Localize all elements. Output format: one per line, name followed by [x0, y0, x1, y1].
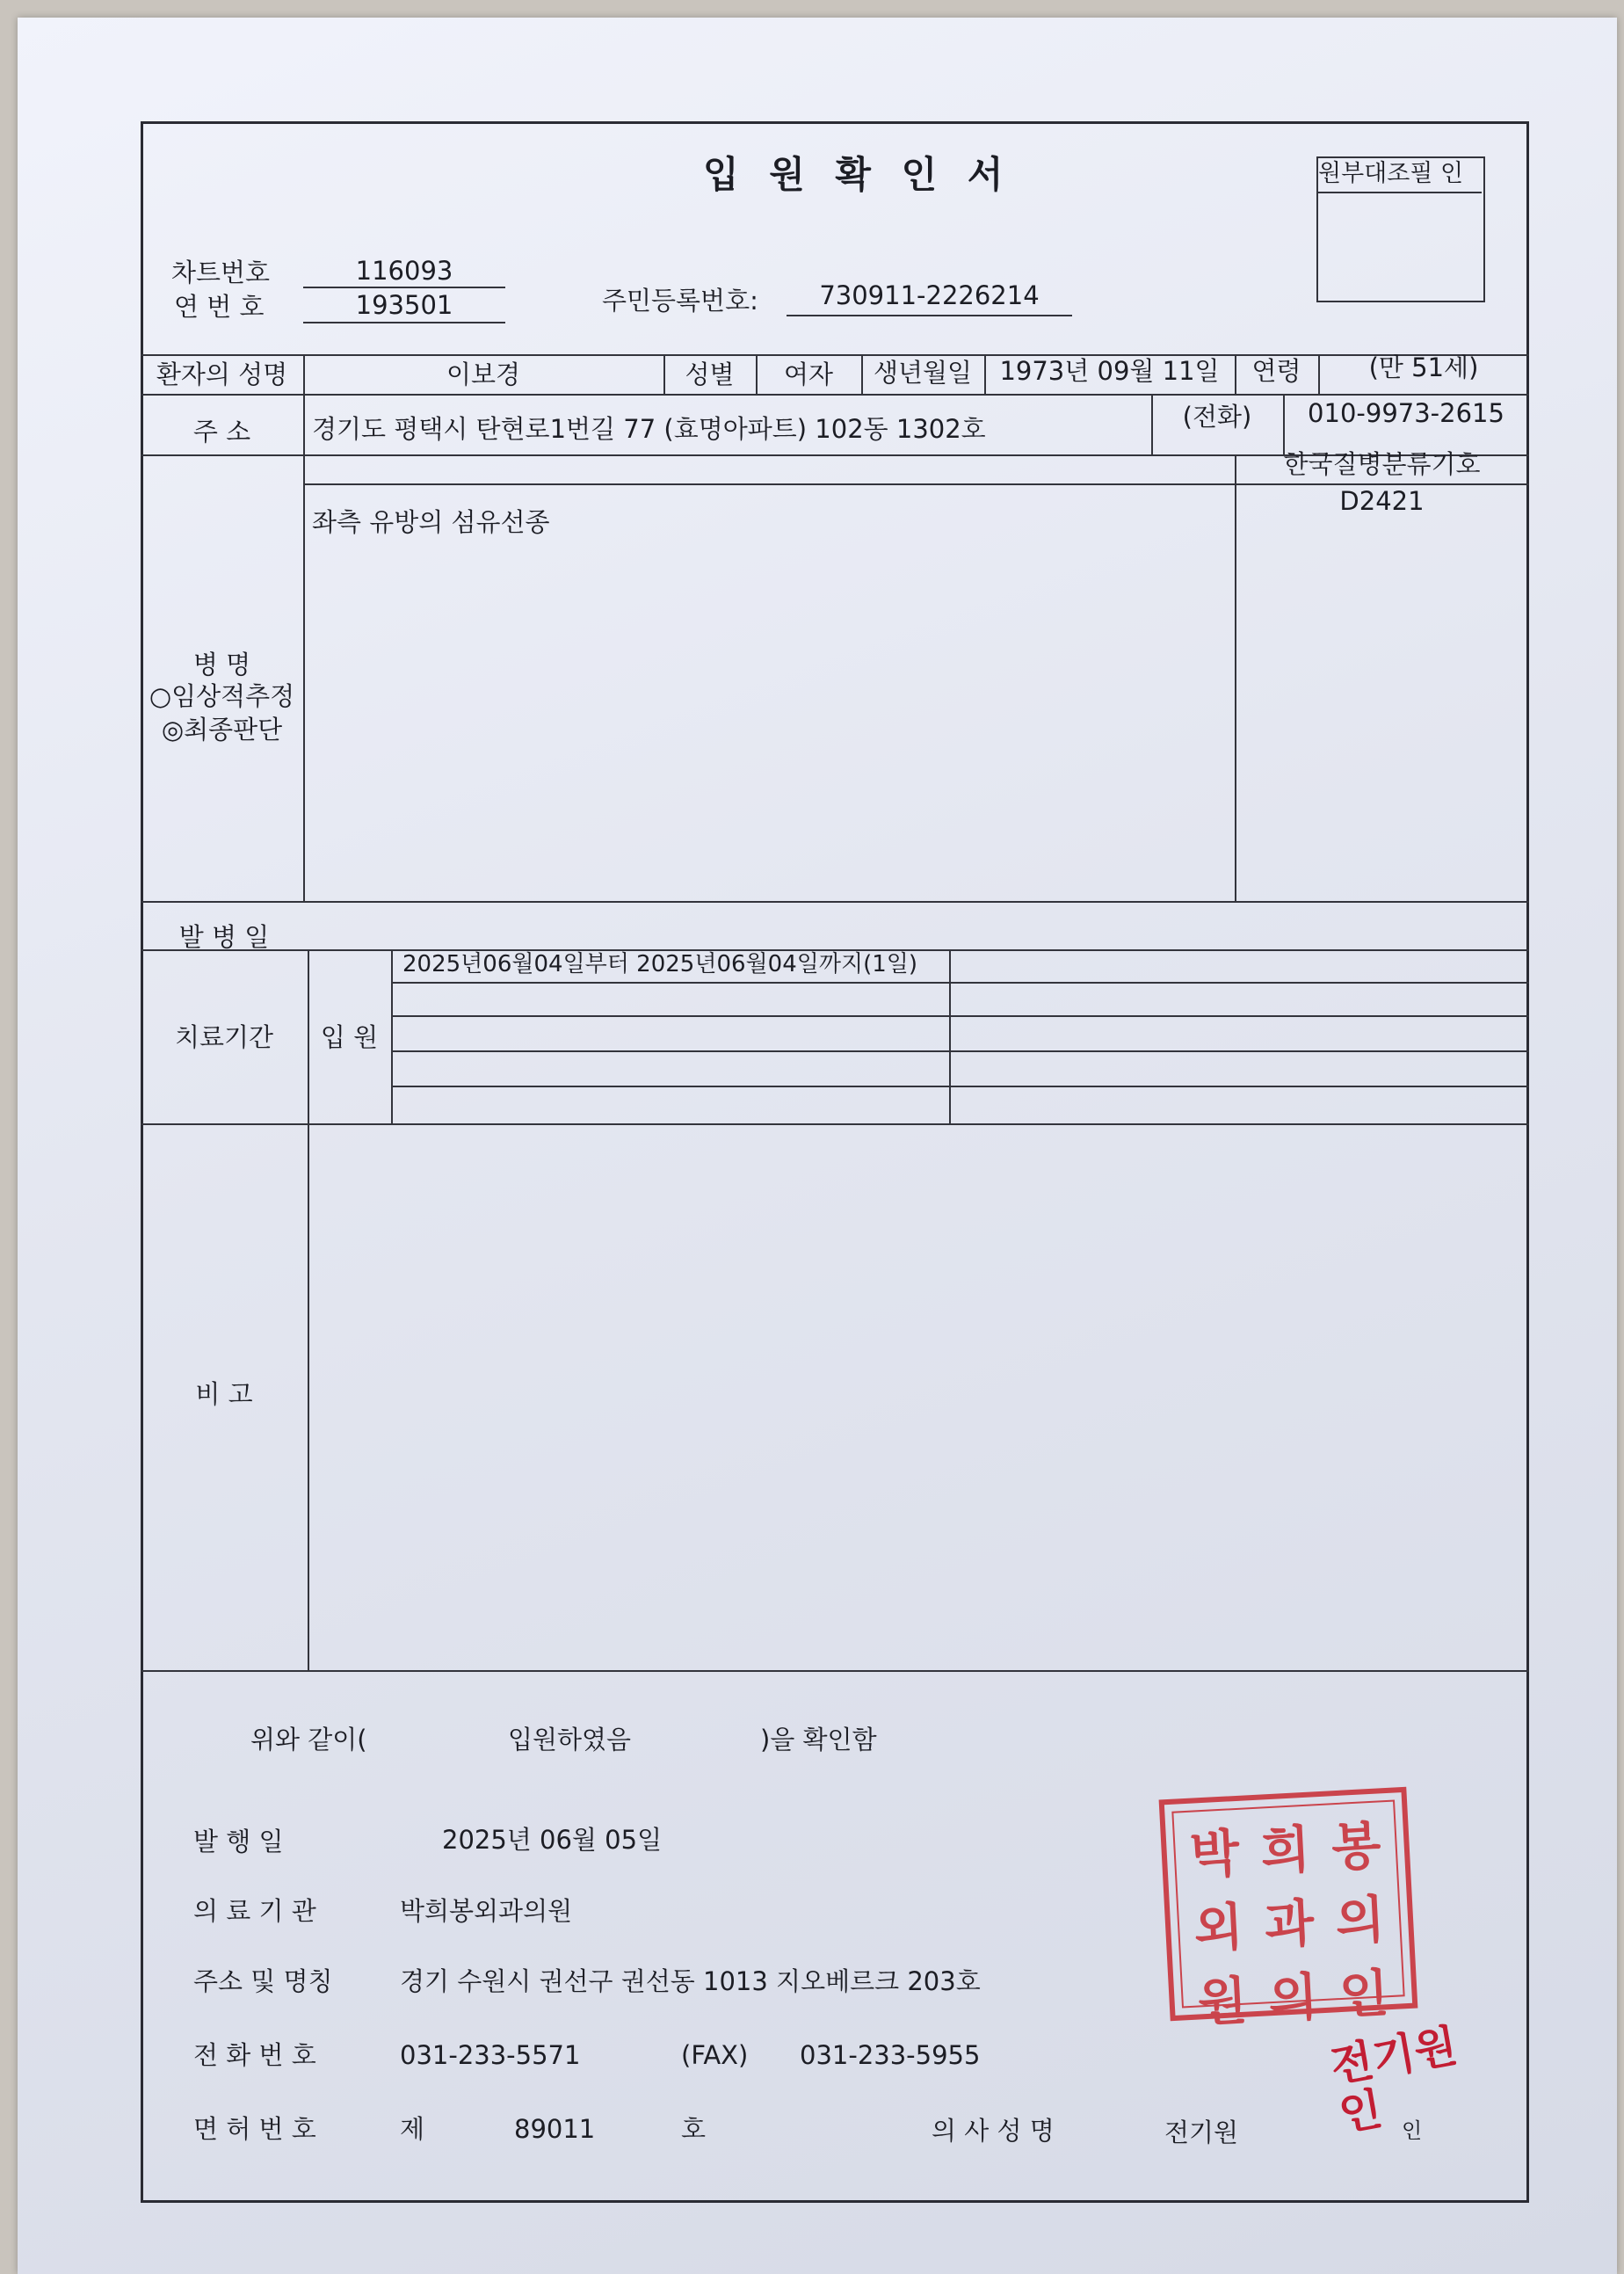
- serial-number: 193501: [355, 290, 453, 320]
- birth-date: 1973년 09월 11일: [999, 356, 1220, 386]
- sex-label: 성별: [685, 360, 735, 389]
- doctor-label: 의 사 성 명: [932, 2116, 1055, 2146]
- fax-number: 031-233-5955: [800, 2040, 981, 2070]
- birth-label: 생년월일: [873, 358, 973, 388]
- license-label: 면 허 번 호: [193, 2114, 316, 2144]
- diagnosis-label: 병 명: [192, 650, 251, 679]
- disease-code: D2421: [1339, 486, 1425, 516]
- chart-number: 116093: [355, 256, 453, 286]
- sex-value: 여자: [783, 360, 834, 389]
- license-prefix: 제: [400, 2114, 425, 2144]
- age-label: 연령: [1251, 356, 1301, 386]
- age-value: (만 51세): [1368, 352, 1479, 382]
- confirm-suffix: )을 확인함: [760, 1725, 877, 1755]
- confirm-middle: 입원하였음: [508, 1725, 632, 1755]
- phone-label: (전화): [1182, 402, 1252, 432]
- fax-label: (FAX): [681, 2040, 749, 2070]
- confirm-prefix: 위와 같이(: [250, 1725, 367, 1755]
- doctor-name: 전기원: [1164, 2118, 1239, 2147]
- institution-label: 의 료 기 관: [193, 1896, 316, 1926]
- seal-mark: 인: [1402, 2118, 1423, 2143]
- diagnosis-final: ◎최종판단: [161, 715, 283, 745]
- patient-phone: 010-9973-2615: [1308, 398, 1504, 428]
- document-page: [18, 18, 1617, 2274]
- institution-name: 박희봉외과의원: [400, 1896, 573, 1926]
- serial-number-label: 연 번 호: [174, 292, 265, 322]
- disease-code-header: 한국질병분류기호: [1283, 449, 1481, 479]
- institution-phone: 031-233-5571: [400, 2040, 581, 2070]
- treatment-period: 2025년06월04일부터 2025년06월04일까지(1일): [402, 951, 918, 977]
- treatment-label: 치료기간: [174, 1022, 274, 1052]
- license-suffix: 호: [681, 2114, 707, 2144]
- patient-address: 경기도 평택시 탄현로1번길 77 (효명아파트) 102동 1302호: [312, 414, 986, 444]
- treatment-type: 입 원: [320, 1022, 379, 1052]
- address-label: 주 소: [192, 417, 251, 447]
- institution-address-label: 주소 및 명칭: [193, 1966, 333, 1996]
- issue-date: 2025년 06월 05일: [442, 1825, 663, 1855]
- institution-seal: [1159, 1787, 1418, 2033]
- onset-label: 발 병 일: [178, 922, 270, 952]
- diagnosis-text: 좌측 유방의 섬유선종: [312, 507, 550, 537]
- license-number: 89011: [514, 2114, 596, 2144]
- patient-name: 이보경: [446, 360, 521, 389]
- resident-id-label: 주민등록번호:: [602, 286, 758, 316]
- chart-number-label: 차트번호: [171, 258, 271, 287]
- institution-address: 경기 수원시 권선구 권선동 1013 지오베르크 203호: [400, 1966, 981, 1996]
- patient-name-label: 환자의 성명: [156, 360, 288, 389]
- document-title: 입 원 확 인 서: [703, 153, 1012, 196]
- seal-text: 박 희 봉 외 과 의 원 의 인: [1188, 1815, 1390, 2033]
- resident-id: 730911-2226214: [819, 280, 1040, 310]
- approval-label: 원부대조필 인: [1318, 160, 1464, 187]
- diagnosis-clinical-estimate: ○임상적추정: [149, 681, 295, 711]
- institution-phone-label: 전 화 번 호: [193, 2040, 316, 2070]
- doctor-signature-seal: 전기원인: [1326, 2018, 1461, 2141]
- issue-date-label: 발 행 일: [193, 1827, 284, 1856]
- remarks-label: 비 고: [195, 1379, 253, 1409]
